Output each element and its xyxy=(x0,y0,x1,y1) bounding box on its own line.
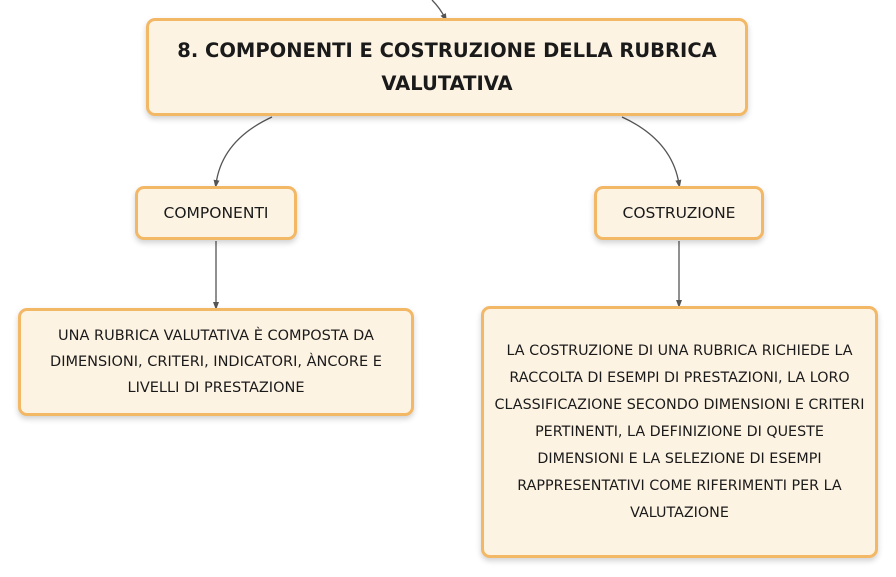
costruzione-description-text: LA COSTRUZIONE DI UNA RUBRICA RICHIEDE LA RACCOLTA DI ESEMPI DI PRESTAZIONI, LA LORO CLASSIFICAZIONE SECONDO DIMENSIONI E CRITERI PERTINENTI, LA DEFINIZIONE DI QUESTE DIMENSIONI E LA SELEZIONE DI ESEMPI RAPPRESENTATIVI COME RIFERIMENTI PER LA VALUTAZIONE xyxy=(494,342,865,521)
connector-title-to-componenti xyxy=(216,117,272,184)
costruzione-label: COSTRUZIONE xyxy=(622,204,736,222)
componenti-label: COMPONENTI xyxy=(163,204,269,222)
componenti-description-text: UNA RUBRICA VALUTATIVA È COMPOSTA DA DIMENSIONI, CRITERI, INDICATORI, ÀNCORE E LIVELLI DI PRESTAZIONE xyxy=(50,328,382,396)
componenti-description-node[interactable] xyxy=(18,308,414,416)
connector-title-to-costruzione xyxy=(622,117,679,184)
title-text: 8. COMPONENTI E COSTRUZIONE DELLA RUBRICA VALUTATIVA xyxy=(177,39,717,95)
title-node[interactable] xyxy=(146,18,748,116)
costruzione-node[interactable] xyxy=(594,186,764,240)
costruzione-description-node[interactable] xyxy=(481,306,878,558)
componenti-node[interactable] xyxy=(135,186,297,240)
connector-parent-to-title xyxy=(432,0,445,18)
